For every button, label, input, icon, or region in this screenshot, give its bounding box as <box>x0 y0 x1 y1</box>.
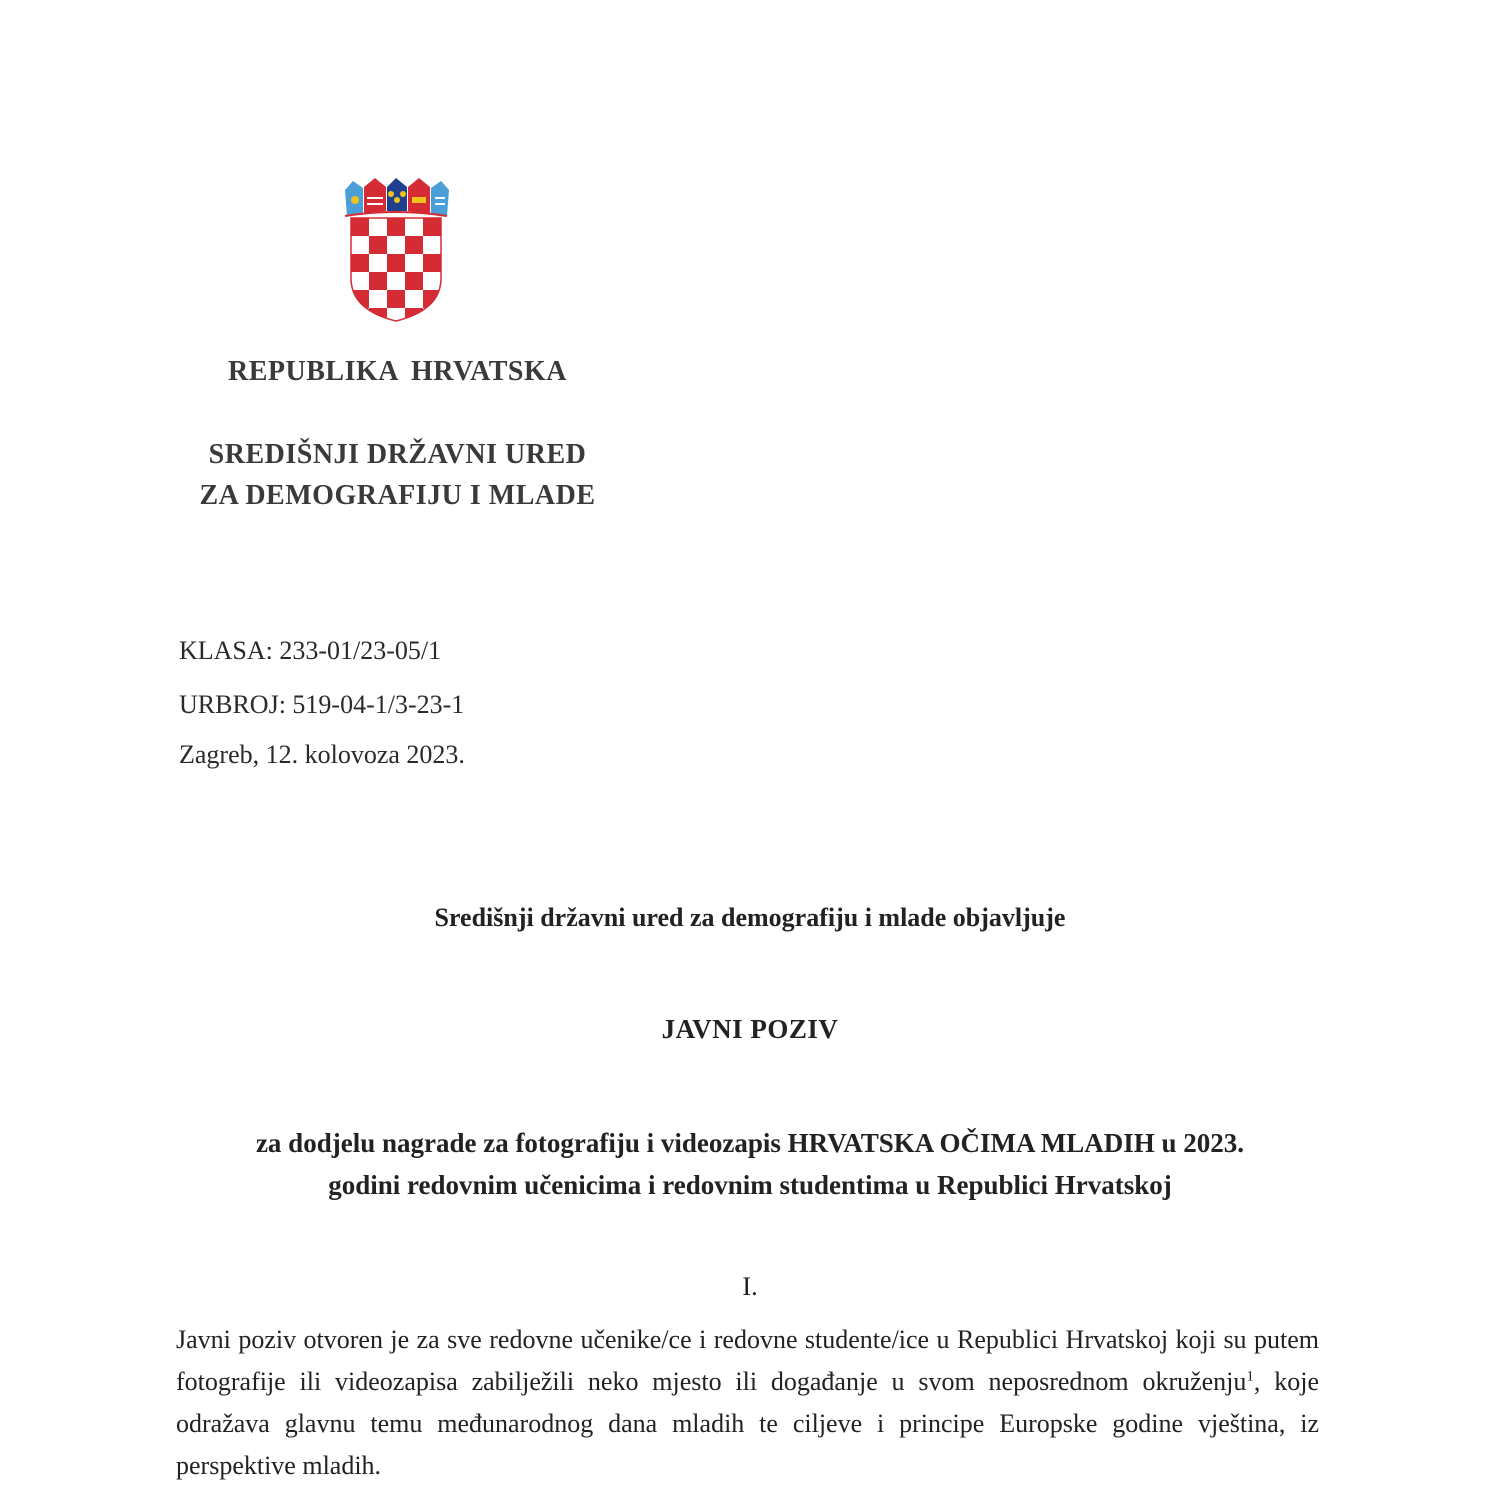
office-name <box>170 434 625 516</box>
document-subtitle <box>0 1122 1500 1206</box>
section-1-paragraph <box>176 1319 1319 1487</box>
publisher-line: Središnji državni ured za demografiju i mlade objavljuje <box>434 903 1066 932</box>
subtitle-line-1: za dodjelu nagrade za fotografiju i videozapis HRVATSKA OČIMA MLADIH u 2023. <box>255 1128 1245 1158</box>
subtitle-line-2: godini redovnim učenicima i redovnim studentima u Republici Hrvatskoj <box>328 1170 1172 1200</box>
paragraph-text-end: , koje odražava glavnu temu međunarodnog dana mladih te ciljeve i principe Europske godine vještina, iz perspektive mladih. <box>176 1367 1319 1480</box>
document-date: Zagreb, 12. kolovoza 2023. <box>179 740 465 769</box>
section-number: I. <box>742 1272 758 1301</box>
coat-of-arms <box>341 178 451 323</box>
country-name: REPUBLIKA HRVATSKA <box>228 356 567 387</box>
urbroj-reference: URBROJ: 519-04-1/3-23-1 <box>179 690 465 719</box>
document-title: JAVNI POZIV <box>661 1014 839 1044</box>
crown <box>345 178 449 216</box>
footnote-reference[interactable]: 1 <box>1246 1368 1254 1385</box>
paragraph-text-start: Javni poziv otvoren je za sve redovne učenike/ce i redovne studente/ice u Republici Hrvatskoj koji su putem fotografije ili videozapisa zabilježili neko mjesto ili događanje u svom neposrednom okruženju <box>176 1325 1319 1396</box>
office-name-line-2: ZA DEMOGRAFIJU I MLADE <box>199 480 596 511</box>
office-name-line-1: SREDIŠNJI DRŽAVNI URED <box>208 439 587 470</box>
klasa-reference: KLASA: 233-01/23-05/1 <box>179 636 442 665</box>
